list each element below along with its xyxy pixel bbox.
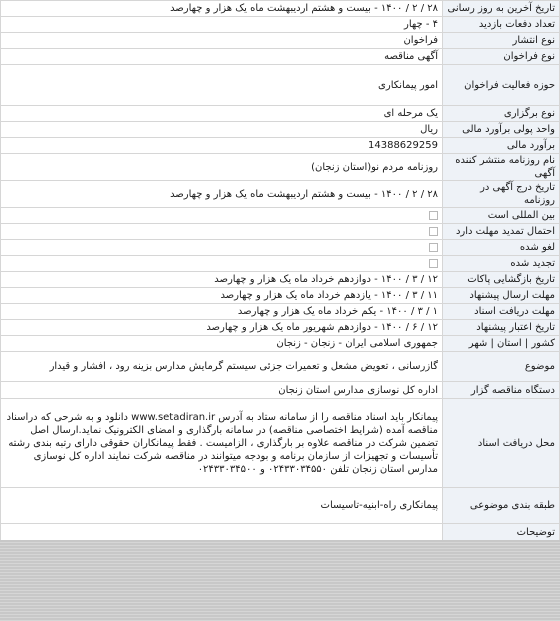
label-docs-deadline: مهلت دریافت اسناد	[443, 304, 560, 320]
row-call-type	[1, 49, 560, 65]
row-cancelled	[1, 240, 560, 256]
value-subject: گازرسانی ، تعویض مشعل و تعمیرات جزئی سیستم گرمایش مدارس بزینه رود ، افشار و قیدار	[1, 352, 443, 382]
value-docs-deadline: ۱ / ۳ / ۱۴۰۰ - یکم خرداد ماه یک هزار و چهارصد	[1, 304, 443, 320]
value-opening-date: ۱۲ / ۳ / ۱۴۰۰ - دوازدهم خرداد ماه یک هزار و چهارصد	[1, 272, 443, 288]
row-holding-type	[1, 106, 560, 122]
cancelled-checkbox	[429, 243, 438, 252]
value-estimate: 14388629259	[1, 138, 443, 154]
row-subject	[1, 352, 560, 382]
row-newspaper-date	[1, 181, 560, 208]
label-category: طبقه بندی موضوعی	[443, 488, 560, 524]
label-renewed: تجدید شده	[443, 256, 560, 272]
row-international	[1, 208, 560, 224]
row-docs-deadline	[1, 304, 560, 320]
extension-checkbox	[429, 227, 438, 236]
row-visit-count	[1, 17, 560, 33]
value-international	[1, 208, 443, 224]
value-submit-deadline: ۱۱ / ۳ / ۱۴۰۰ - یازدهم خرداد ماه یک هزار و چهارصد	[1, 288, 443, 304]
value-newspaper-date: ۲۸ / ۲ / ۱۴۰۰ - بیست و هشتم اردیبهشت ماه یک هزار و چهارصد	[1, 181, 443, 208]
label-estimate: برآورد مالی	[443, 138, 560, 154]
value-last-update: ۲۸ / ۲ / ۱۴۰۰ - بیست و هشتم اردیبهشت ماه یک هزار و چهارصد	[1, 1, 443, 17]
row-last-update	[1, 1, 560, 17]
label-last-update: تاریخ آخرین به روز رسانی	[443, 1, 560, 17]
row-organizer	[1, 382, 560, 399]
page-footer-band	[0, 540, 560, 621]
row-activity-field	[1, 65, 560, 106]
row-validity-date	[1, 320, 560, 336]
row-docs-location	[1, 399, 560, 488]
label-docs-location: محل دریافت اسناد	[443, 399, 560, 488]
value-cancelled	[1, 240, 443, 256]
row-extension	[1, 224, 560, 240]
value-docs-location: پیمانکار باید اسناد مناقصه را از سامانه ستاد به آدرس www.setadiran.ir دانلود و به شرحی که دراسناد مناقصه آمده (شرایط اختصاصی مناقصه) در سامانه بارگذاری و امضای الکترونیک نماید.ارسال اصل تضمین شرکت در مناقصه علاوه بر بارگذاری ، الزامیست . فقط پیمانکاران حقوقی دارای رتبه بندی رشته تأسیسات و تجهیزات از سازمان برنامه و بودجه میتوانند در مناقصه شرکت نمایند اداره کل نوسازی مدارس استان زنجان تلفن ۰۲۴۳۳۰۳۴۵۵۰ و ۰۲۴۳۳۰۳۴۵۰۰	[1, 399, 443, 488]
value-publish-type: فراخوان	[1, 33, 443, 49]
row-location	[1, 336, 560, 352]
label-extension: احتمال تمدید مهلت دارد	[443, 224, 560, 240]
row-category	[1, 488, 560, 524]
row-opening-date	[1, 272, 560, 288]
label-notes: توضیحات	[443, 524, 560, 541]
value-location: جمهوری اسلامی ایران - زنجان - زنجان	[1, 336, 443, 352]
value-call-type: آگهی مناقصه	[1, 49, 443, 65]
label-currency: واحد پولی برآورد مالی	[443, 122, 560, 138]
value-notes	[1, 524, 443, 541]
label-activity-field: حوزه فعالیت فراخوان	[443, 65, 560, 106]
label-publish-type: نوع انتشار	[443, 33, 560, 49]
value-extension	[1, 224, 443, 240]
value-activity-field: امور پیمانکاری	[1, 65, 443, 106]
row-notes	[1, 524, 560, 541]
value-organizer: اداره کل نوسازی مدارس استان زنجان	[1, 382, 443, 399]
row-estimate	[1, 138, 560, 154]
label-cancelled: لغو شده	[443, 240, 560, 256]
label-newspaper: نام روزنامه منتشر کننده آگهی	[443, 154, 560, 181]
label-subject: موضوع	[443, 352, 560, 382]
label-call-type: نوع فراخوان	[443, 49, 560, 65]
label-validity-date: تاریخ اعتبار پیشنهاد	[443, 320, 560, 336]
row-publish-type	[1, 33, 560, 49]
label-holding-type: نوع برگزاری	[443, 106, 560, 122]
renewed-checkbox	[429, 259, 438, 268]
label-location: کشور | استان | شهر	[443, 336, 560, 352]
value-category: پیمانکاری راه-ابنیه-تاسیسات	[1, 488, 443, 524]
row-newspaper	[1, 154, 560, 181]
value-holding-type: یک مرحله ای	[1, 106, 443, 122]
row-submit-deadline	[1, 288, 560, 304]
value-validity-date: ۱۲ / ۶ / ۱۴۰۰ - دوازدهم شهریور ماه یک هزار و چهارصد	[1, 320, 443, 336]
label-organizer: دستگاه مناقصه گزار	[443, 382, 560, 399]
label-newspaper-date: تاریخ درج آگهی در روزنامه	[443, 181, 560, 208]
row-renewed	[1, 256, 560, 272]
value-renewed	[1, 256, 443, 272]
label-international: بین المللی است	[443, 208, 560, 224]
row-currency	[1, 122, 560, 138]
label-visit-count: تعداد دفعات بازدید	[443, 17, 560, 33]
label-opening-date: تاریخ بازگشایی پاکات	[443, 272, 560, 288]
value-visit-count: ۴ - چهار	[1, 17, 443, 33]
international-checkbox	[429, 211, 438, 220]
label-submit-deadline: مهلت ارسال پیشنهاد	[443, 288, 560, 304]
value-newspaper: روزنامه مردم نو(استان زنجان)	[1, 154, 443, 181]
value-currency: ریال	[1, 122, 443, 138]
